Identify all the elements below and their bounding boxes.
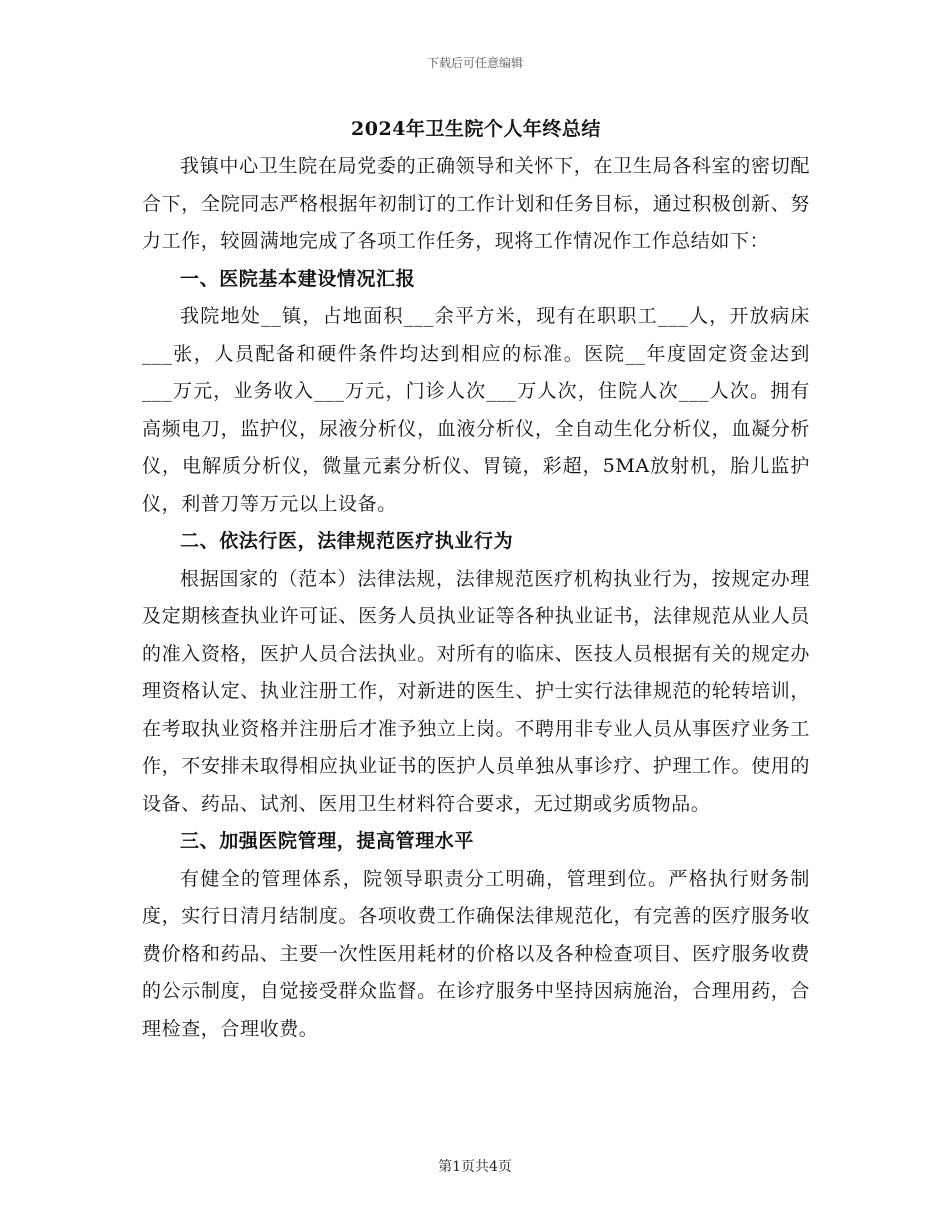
section-body-basic-construction: 我院地处__镇，占地面积___余平方米，现有在职职工___人，开放病床___张，人员配备和硬件条件均达到相应的标准。医院__年度固定资金达到___万元，业务收入___万元，门诊人次___万人次，住院人次___人次。拥有高频电刀，监护仪，尿液分析仪，血液分析仪，全自动生化分析仪，血凝分析仪，电解质分析仪，微量元素分析仪、胃镜，彩超，5MA放射机，胎儿监护仪，利普刀等万元以上设备。 — [142, 305, 810, 515]
page-footer: 第1页共4页 — [438, 1159, 512, 1175]
section-body-lawful-practice: 根据国家的（范本）法律法规，法律规范医疗机构执业行为，按规定办理及定期核查执业许可证、医务人员执业证等各种执业证书，法律规范从业人员的准入资格，医护人员合法执业。对所有的临床、医技人员根据有关的规定办理资格认定、执业注册工作，对新进的医生、护士实行法律规范的轮转培训，在考取执业资格并注册后才准予独立上岗。不聘用非专业人员从事医疗业务工作，不安排未取得相应执业证书的医护人员单独从事诊疗、护理工作。使用的设备、药品、试剂、医用卫生材料符合要求，无过期或劣质物品。 — [142, 567, 810, 815]
section-heading-management: 三、加强医院管理，提高管理水平 — [180, 830, 475, 852]
document-title: 2024年卫生院个人年终总结 — [351, 118, 601, 140]
section-heading-basic-construction: 一、医院基本建设情况汇报 — [180, 267, 416, 290]
section-heading-lawful-practice: 二、依法行医，法律规范医疗执业行为 — [180, 530, 514, 552]
intro-paragraph: 我镇中心卫生院在局党委的正确领导和关怀下，在卫生局各科室的密切配合下，全院同志严格根据年初制订的工作计划和任务目标，通过积极创新、努力工作，较圆满地完成了各项工作任务，现将工作情况作工作总结如下： — [142, 155, 810, 252]
header-note: 下载后可任意编辑 — [426, 56, 523, 70]
section-body-management: 有健全的管理体系，院领导职责分工明确，管理到位。严格执行财务制度，实行日清月结制度。各项收费工作确保法律规范化，有完善的医疗服务收费价格和药品、主要一次性医用耗材的价格以及各种检查项目、医疗服务收费的公示制度，自觉接受群众监督。在诊疗服务中坚持因病施治，合理用药，合理检查，合理收费。 — [142, 867, 810, 1040]
document-body — [142, 110, 810, 1048]
